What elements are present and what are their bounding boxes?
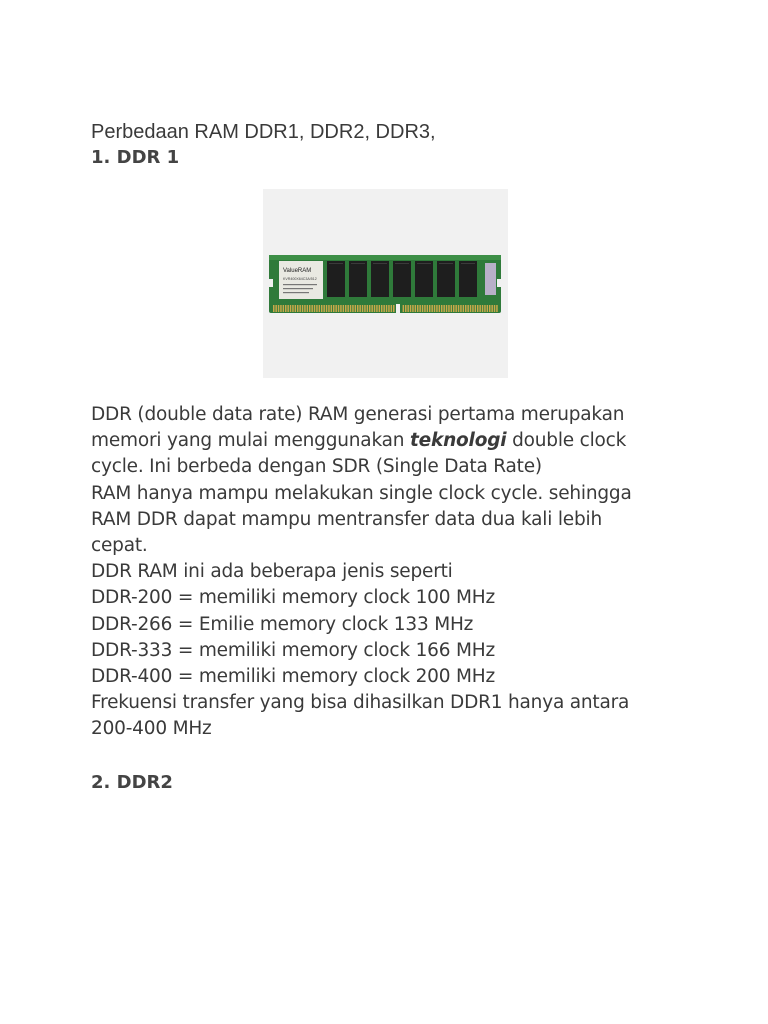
ram-side-label (485, 263, 496, 295)
ram-chip (393, 261, 411, 297)
ram-key-notch (396, 304, 400, 313)
heading-ddr2: 2. DDR2 (91, 772, 173, 793)
ram-module-illustration (263, 189, 508, 378)
text-line: RAM DDR dapat mampu mentransfer data dua kali lebih (91, 508, 602, 530)
ddr-type-item: DDR-333 = memiliki memory clock 166 MHz (91, 639, 495, 661)
text-line: DDR RAM ini ada beberapa jenis seperti (91, 561, 453, 583)
ram-chip (327, 261, 345, 297)
ddr-type-item: DDR-266 = Emilie memory clock 133 MHz (91, 613, 474, 635)
ddr-type-item: DDR-400 = memiliki memory clock 200 MHz (91, 666, 495, 688)
ddr1-ram-image (263, 189, 508, 378)
text-line: 200-400 MHz (91, 718, 212, 740)
emphasis-teknologi: teknologi (409, 430, 507, 452)
ram-chip (349, 261, 367, 297)
ram-chips (327, 261, 477, 297)
text-line: memori yang mulai menggunakan teknologi double clock (91, 430, 627, 452)
ram-chip (415, 261, 433, 297)
ram-label-code: KVR400X64C3A/512 (283, 277, 317, 281)
text-line: Frekuensi transfer yang bisa dihasilkan DDR1 hanya antara (91, 692, 630, 714)
text-line: cepat. (91, 535, 148, 557)
text-line: cycle. Ini berbeda dengan SDR (Single Data Rate) (91, 456, 542, 478)
ram-chip (437, 261, 455, 297)
text-line: RAM hanya mampu melakukan single clock cycle. sehingga (91, 482, 632, 504)
ddr-type-item: DDR-200 = memiliki memory clock 100 MHz (91, 587, 495, 609)
text-line: DDR (double data rate) RAM generasi pertama merupakan (91, 404, 625, 425)
ddr1-description (91, 402, 711, 743)
intro-text: Perbedaan RAM DDR1, DDR2, DDR3, (91, 121, 436, 143)
ram-label-text: ValueRAM (283, 268, 312, 274)
ram-chip (371, 261, 389, 297)
heading-ddr1: 1. DDR 1 (91, 147, 180, 168)
ram-chip (459, 261, 477, 297)
